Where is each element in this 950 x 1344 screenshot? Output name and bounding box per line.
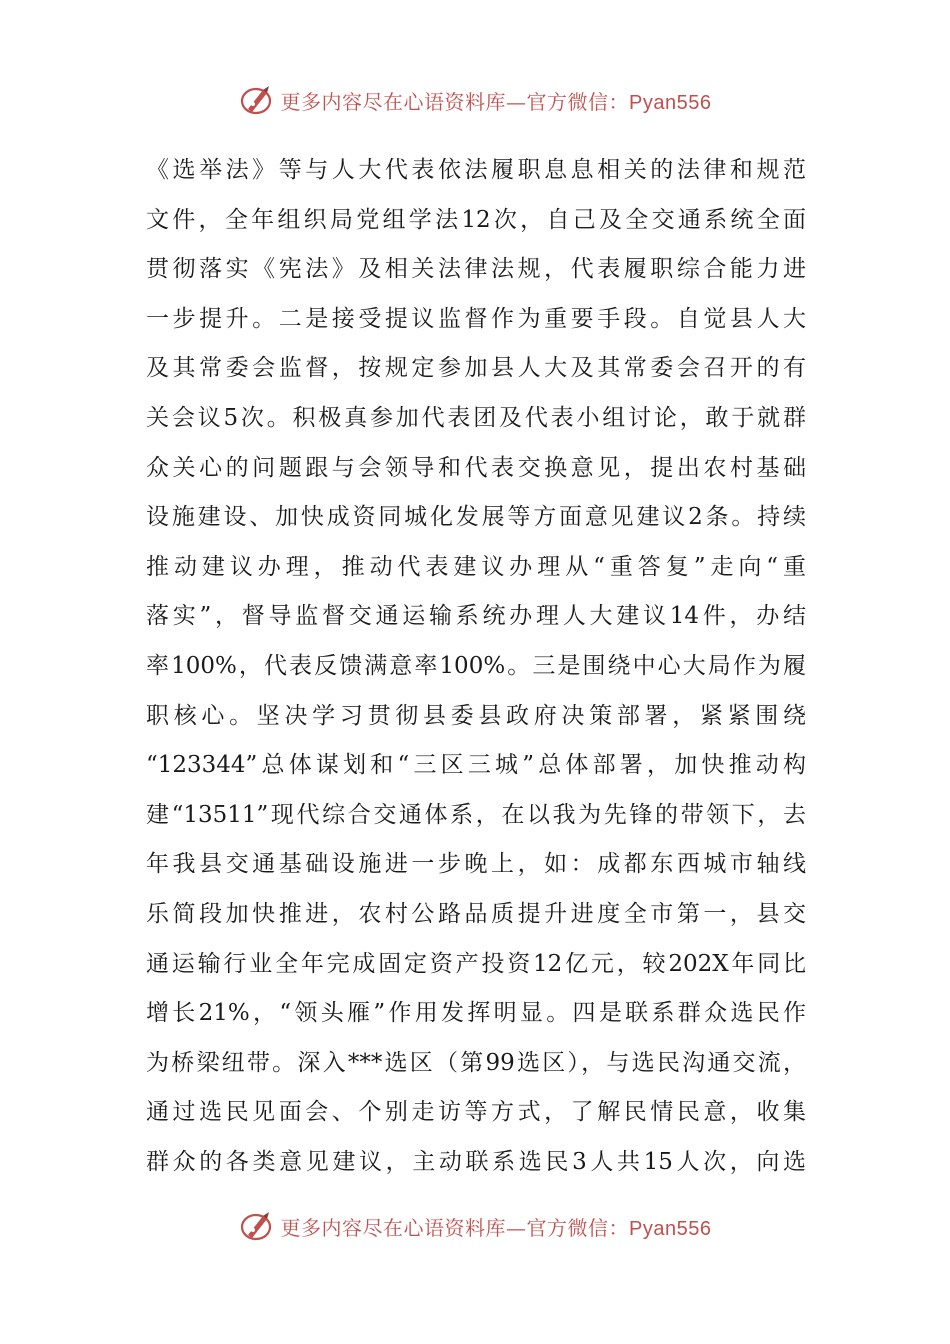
body-line: 年我县交通基础设施进一步晚上，如：成都东西城市轴线 <box>146 851 806 878</box>
header-banner-label: 更多内容尽在心语资料库—官方微信： <box>280 89 630 114</box>
footer-banner-wechat-id: Pyan556 <box>629 1217 712 1240</box>
body-line: 群众的各类意见建议，主动联系选民3人共15人次，向选 <box>146 1148 806 1175</box>
footer-banner-label: 更多内容尽在心语资料库—官方微信： <box>280 1215 630 1240</box>
footer-banner <box>0 1208 950 1244</box>
body-line: 落实”，督导监督交通运输系统办理人大建议14件，办结 <box>146 603 806 630</box>
body-line: 乐简段加快推进，农村公路品质提升进度全市第一，县交 <box>146 900 806 927</box>
header-banner-inner <box>239 82 712 118</box>
body-line: 关会议5次。积极真参加代表团及代表小组讨论，敢于就群 <box>146 404 806 431</box>
body-line: 通运输行业全年完成固定资产投资12亿元，较202X年同比 <box>146 950 806 977</box>
body-line: 为桥梁纽带。深入***选区（第99选区），与选民沟通交流， <box>146 1049 806 1076</box>
body-line: 及其常委会监督，按规定参加县人大及其常委会召开的有 <box>146 355 806 382</box>
body-line: 建“13511”现代综合交通体系，在以我为先锋的带领下，去 <box>146 801 806 828</box>
header-banner-wechat-id: Pyan556 <box>629 91 712 114</box>
document-body <box>146 146 806 1187</box>
body-line: 率100%，代表反馈满意率100%。三是围绕中心大局作为履 <box>146 652 806 679</box>
body-line: 职核心。坚决学习贯彻县委县政府决策部署，紧紧围绕 <box>146 702 806 729</box>
body-line: 贯彻落实《宪法》及相关法律法规，代表履职综合能力进 <box>146 256 806 283</box>
header-banner-text <box>281 86 712 115</box>
pen-nib-logo-icon <box>239 1208 275 1244</box>
body-line: “123344”总体谋划和“三区三城”总体部署，加快推动构 <box>146 752 806 779</box>
body-line: 众关心的问题跟与会领导和代表交换意见，提出农村基础 <box>146 454 806 481</box>
header-banner <box>0 82 950 118</box>
pen-nib-logo-icon <box>239 82 275 118</box>
body-line: 通过选民见面会、个别走访等方式，了解民情民意，收集 <box>146 1099 806 1126</box>
body-line: 《选举法》等与人大代表依法履职息息相关的法律和规范 <box>146 157 806 183</box>
body-line: 文件，全年组织局党组学法12次，自己及全交通系统全面 <box>146 206 806 233</box>
body-line: 设施建设、加快成资同城化发展等方面意见建议2条。持续 <box>146 504 806 531</box>
body-line: 增长21%，“领头雁”作用发挥明显。四是联系群众选民作 <box>146 1000 806 1027</box>
body-line: 推动建议办理，推动代表建议办理从“重答复”走向“重 <box>146 553 806 580</box>
footer-banner-text <box>281 1212 712 1241</box>
body-line: 一步提升。二是接受提议监督作为重要手段。自觉县人大 <box>146 305 806 332</box>
footer-banner-inner <box>239 1208 712 1244</box>
